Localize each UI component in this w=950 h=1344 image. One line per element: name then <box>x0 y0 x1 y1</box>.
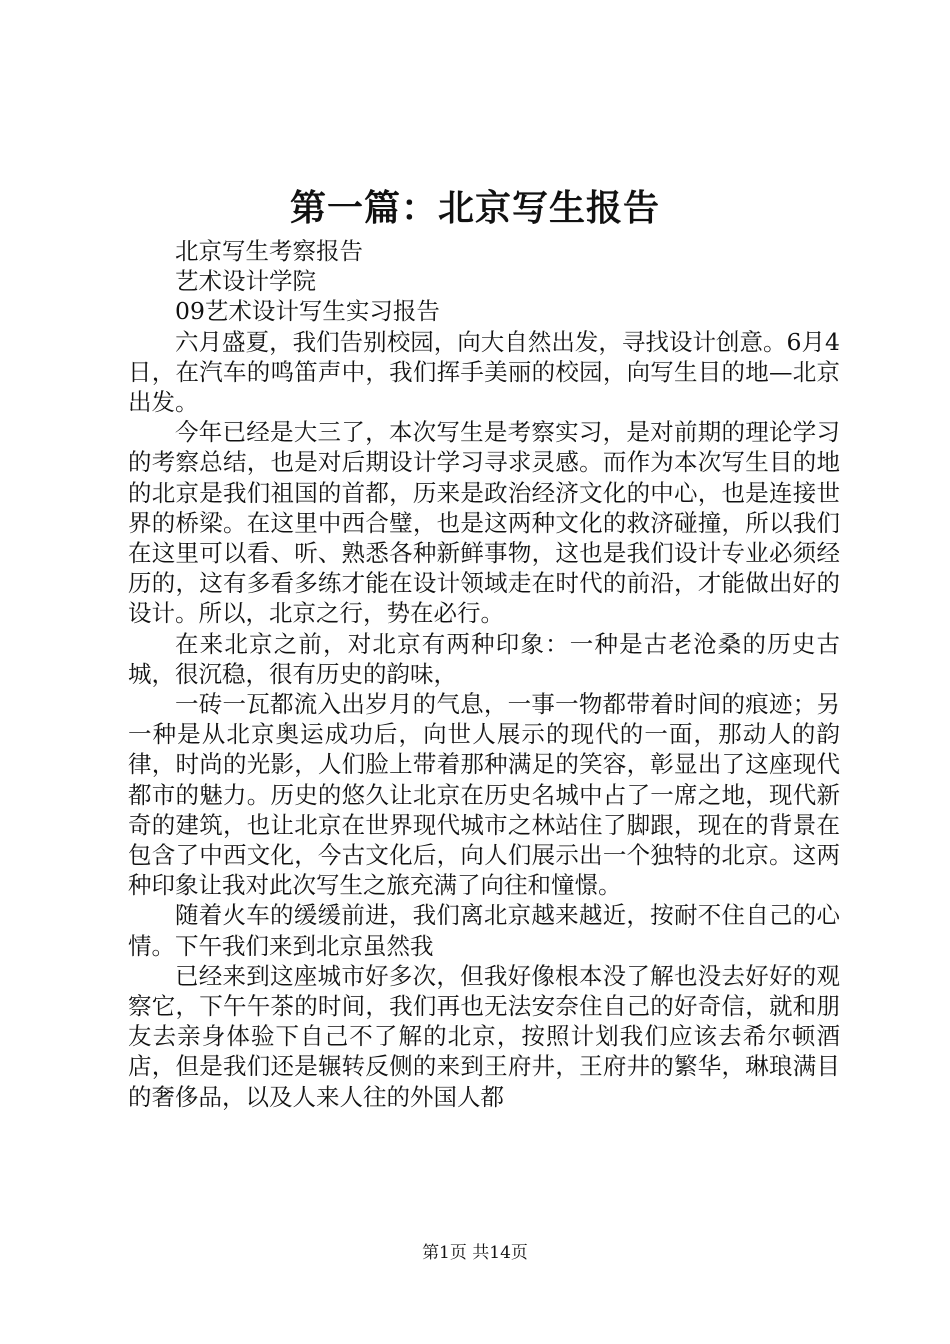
page-number-footer: 第1页 共14页 <box>422 1243 528 1263</box>
paragraph: 一砖一瓦都流入出岁月的气息，一事一物都带着时间的痕迹；另一种是从北京奥运成功后，向世人展示的现代的一面，那动人的韵律，时尚的光影，人们脸上带着那种满足的笑容，彰显出了这座现代都市的魅力。历史的悠久让北京在历史名城中占了一席之地，现代新奇的建筑，也让北京在世界现代城市之林站住了脚跟，现在的背景在包含了中西文化，今古文化后，向人们展示出一个独特的北京。这两种印象让我对此次写生之旅充满了向往和憧憬。 <box>128 690 840 900</box>
paragraph: 在来北京之前，对北京有两种印象：一种是古老沧桑的历史古城，很沉稳，很有历史的韵味， <box>128 629 840 688</box>
paragraph: 艺术设计学院 <box>175 267 316 296</box>
paragraph: 随着火车的缓缓前进，我们离北京越来越近，按耐不住自己的心情。下午我们来到北京虽然我 <box>128 901 840 960</box>
paragraph: 今年已经是大三了，本次写生是考察实习，是对前期的理论学习的考察总结，也是对后期设计学习寻求灵感。而作为本次写生目的地的北京是我们祖国的首都，历来是政治经济文化的中心，也是连接世界的桥梁。在这里中西合璧，也是这两种文化的救济碰撞，所以我们在这里可以看、听、熟悉各种新鲜事物，这也是我们设计专业必须经历的，这有多看多练才能在设计领域走在时代的前沿，才能做出好的设计。所以，北京之行，势在必行。 <box>128 418 840 628</box>
paragraph: 六月盛夏，我们告别校园，向大自然出发，寻找设计创意。6月4日，在汽车的鸣笛声中，我们挥手美丽的校园，向写生目的地—北京出发。 <box>128 327 840 417</box>
document-body <box>128 236 840 1112</box>
document-title: 第一篇：北京写生报告 <box>289 187 660 229</box>
paragraph: 09艺术设计写生实习报告 <box>175 297 440 326</box>
paragraph: 已经来到这座城市好多次，但我好像根本没了解也没去好好的观察它，下午午茶的时间，我们再也无法安奈住自己的好奇信，就和朋友去亲身体验下自己不了解的北京，按照计划我们应该去希尔顿酒店，但是我们还是辗转反侧的来到王府井，王府井的繁华，琳琅满目的奢侈品，以及人来人往的外国人都 <box>128 961 840 1111</box>
paragraph: 北京写生考察报告 <box>175 237 363 265</box>
